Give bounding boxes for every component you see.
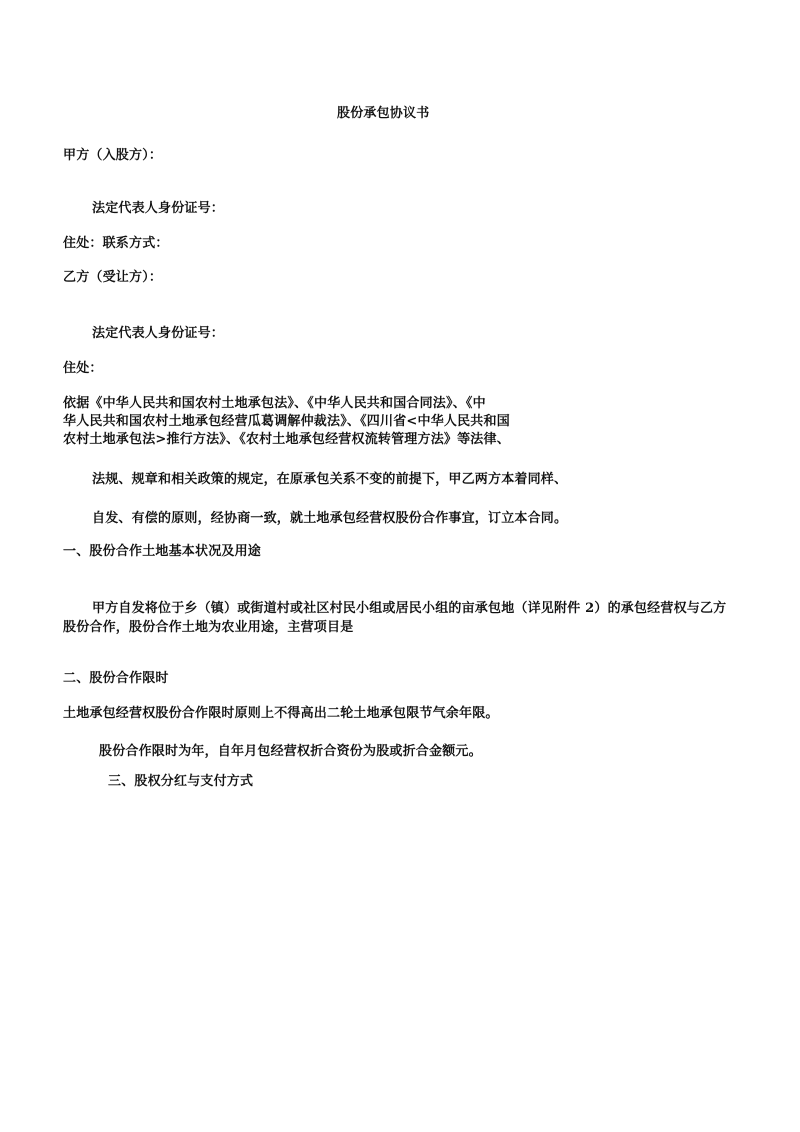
section-3-heading: 三、股权分红与支付方式 (108, 774, 254, 789)
party-a-rep-id: 法定代表人身份证号： (92, 201, 225, 216)
basis-line-1: 依据《中华人民共和国农村土地承包法》、《中华人民共和国合同法》、《中 (63, 396, 486, 411)
party-a-address-contact: 住处：联系方式： (63, 236, 169, 251)
section-1-para-line-2: 股份合作，股份合作土地为农业用途，主营项目是 (63, 620, 354, 635)
basis-line-3: 农村土地承包法>推行方法》、《农村土地承包经营权流转管理方法》等法律、 (63, 432, 510, 447)
party-b-rep-id: 法定代表人身份证号： (92, 326, 225, 341)
party-b-label: 乙方（受让方）： (63, 270, 163, 285)
document-title: 股份承包协议书 (337, 106, 430, 121)
party-b-address: 住处： (63, 361, 103, 376)
section-2-heading: 二、股份合作限时 (63, 671, 169, 686)
basis-line-4: 法规、规章和相关政策的规定，在原承包关系不变的前提下，甲乙两方本着同样、 (92, 472, 568, 487)
section-2-para-1: 土地承包经营权股份合作限时原则上不得高出二轮土地承包限节气余年限。 (63, 706, 499, 721)
section-2-para-2: 股份合作限时为年，自年月包经营权折合资份为股或折合金额元。 (99, 744, 482, 759)
section-1-para-line-1: 甲方自发将位于乡（镇）或街道村或社区村民小组或居民小组的亩承包地（详见附件 2）的承包经营权与乙方 (92, 601, 727, 616)
basis-line-5: 自发、有偿的原则，经协商一致，就土地承包经营权股份合作事宜，订立本合同。 (92, 511, 568, 526)
section-1-heading: 一、股份合作土地基本状况及用途 (63, 544, 262, 559)
party-a-label: 甲方（入股方）： (63, 148, 163, 163)
basis-line-2: 华人民共和国农村土地承包经营瓜葛调解仲裁法》、《四川省<中华人民共和国 (63, 414, 510, 429)
